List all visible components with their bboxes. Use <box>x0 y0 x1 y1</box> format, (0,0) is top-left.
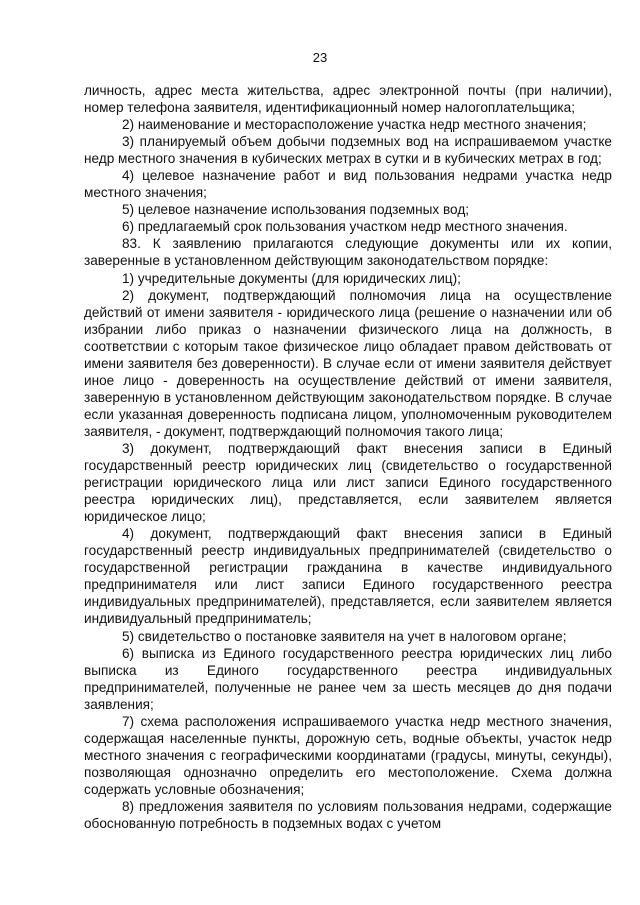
document-body <box>84 82 612 832</box>
paragraph: 83. К заявлению прилагаются следующие документы или их копии, заверенные в установленном действующим законодательством порядке: <box>84 236 612 269</box>
paragraph: 5) свидетельство о постановке заявителя на учет в налоговом органе; <box>122 628 567 644</box>
paragraph: 2) документ, подтверждающий полномочия лица на осуществление действий от имени заявителя - юридического лица (решение о назначении или об избрании либо приказ о назначении физического лица на должность, в соответствии с которым такое физическое лицо обладает правом действовать от имени заявителя без доверенности). В случае если от имени заявителя действует иное лицо - доверенность на осуществление действий от имени заявителя, заверенную в установленном действующим законодательством порядке. В случае если указанная доверенность подписана лицом, уполномоченным руководителем заявителя, - документ, подтверждающий полномочия такого лица; <box>84 287 612 439</box>
paragraph: 4) документ, подтверждающий факт внесения записи в Единый государственный реестр индивидуальных предпринимателей (свидетельство о государственной регистрации гражданина в качестве индивидуального предпринимателя или лист записи Единого государственного реестра индивидуальных предпринимателей), представляется, если заявителем является индивидуальный предприниматель; <box>84 526 612 627</box>
paragraph: 8) предложения заявителя по условиям пользования недрами, содержащие обоснованную потребность в подземных водах с учетом <box>84 798 612 832</box>
paragraph: 3) документ, подтверждающий факт внесения записи в Единый государственный реестр юридических лиц (свидетельство о государственной регистрации юридического лица или лист записи Единого государственного реестра юридических лиц), представляется, если заявителем является юридическое лицо; <box>84 440 612 525</box>
paragraph: 4) целевое назначение работ и вид пользования недрами участка недр местного значения; <box>84 168 612 201</box>
paragraph: 5) целевое назначение использования подземных вод; <box>122 202 470 218</box>
paragraph: 7) схема расположения испрашиваемого участка недр местного значения, содержащая населенные пункты, дорожную сеть, водные объекты, участок недр местного значения с географическими координатами (градусы, минуты, секунды), позволяющая однозначно определить его местоположение. Схема должна содержать условные обозначения; <box>84 713 612 797</box>
paragraph: 6) предлагаемый срок пользования участком недр местного значения. <box>122 219 568 235</box>
paragraph: 6) выписка из Единого государственного реестра юридических лиц либо выписка из Единого государственного реестра индивидуальных предпринимателей, полученные не ранее чем за шесть месяцев до дня подачи заявления; <box>84 645 612 712</box>
paragraph: 1) учредительные документы (для юридических лиц); <box>122 270 461 286</box>
paragraph: 2) наименование и месторасположение участка недр местного значения; <box>122 117 587 133</box>
paragraph: 3) планируемый объем добычи подземных вод на испрашиваемом участке недр местного значения в кубических метрах в сутки и в кубических метрах в год; <box>84 134 612 167</box>
page-number: 23 <box>312 50 328 65</box>
paragraph: личность, адрес места жительства, адрес электронной почты (при наличии), номер телефона заявителя, идентификационный номер налогоплательщика; <box>84 83 612 116</box>
